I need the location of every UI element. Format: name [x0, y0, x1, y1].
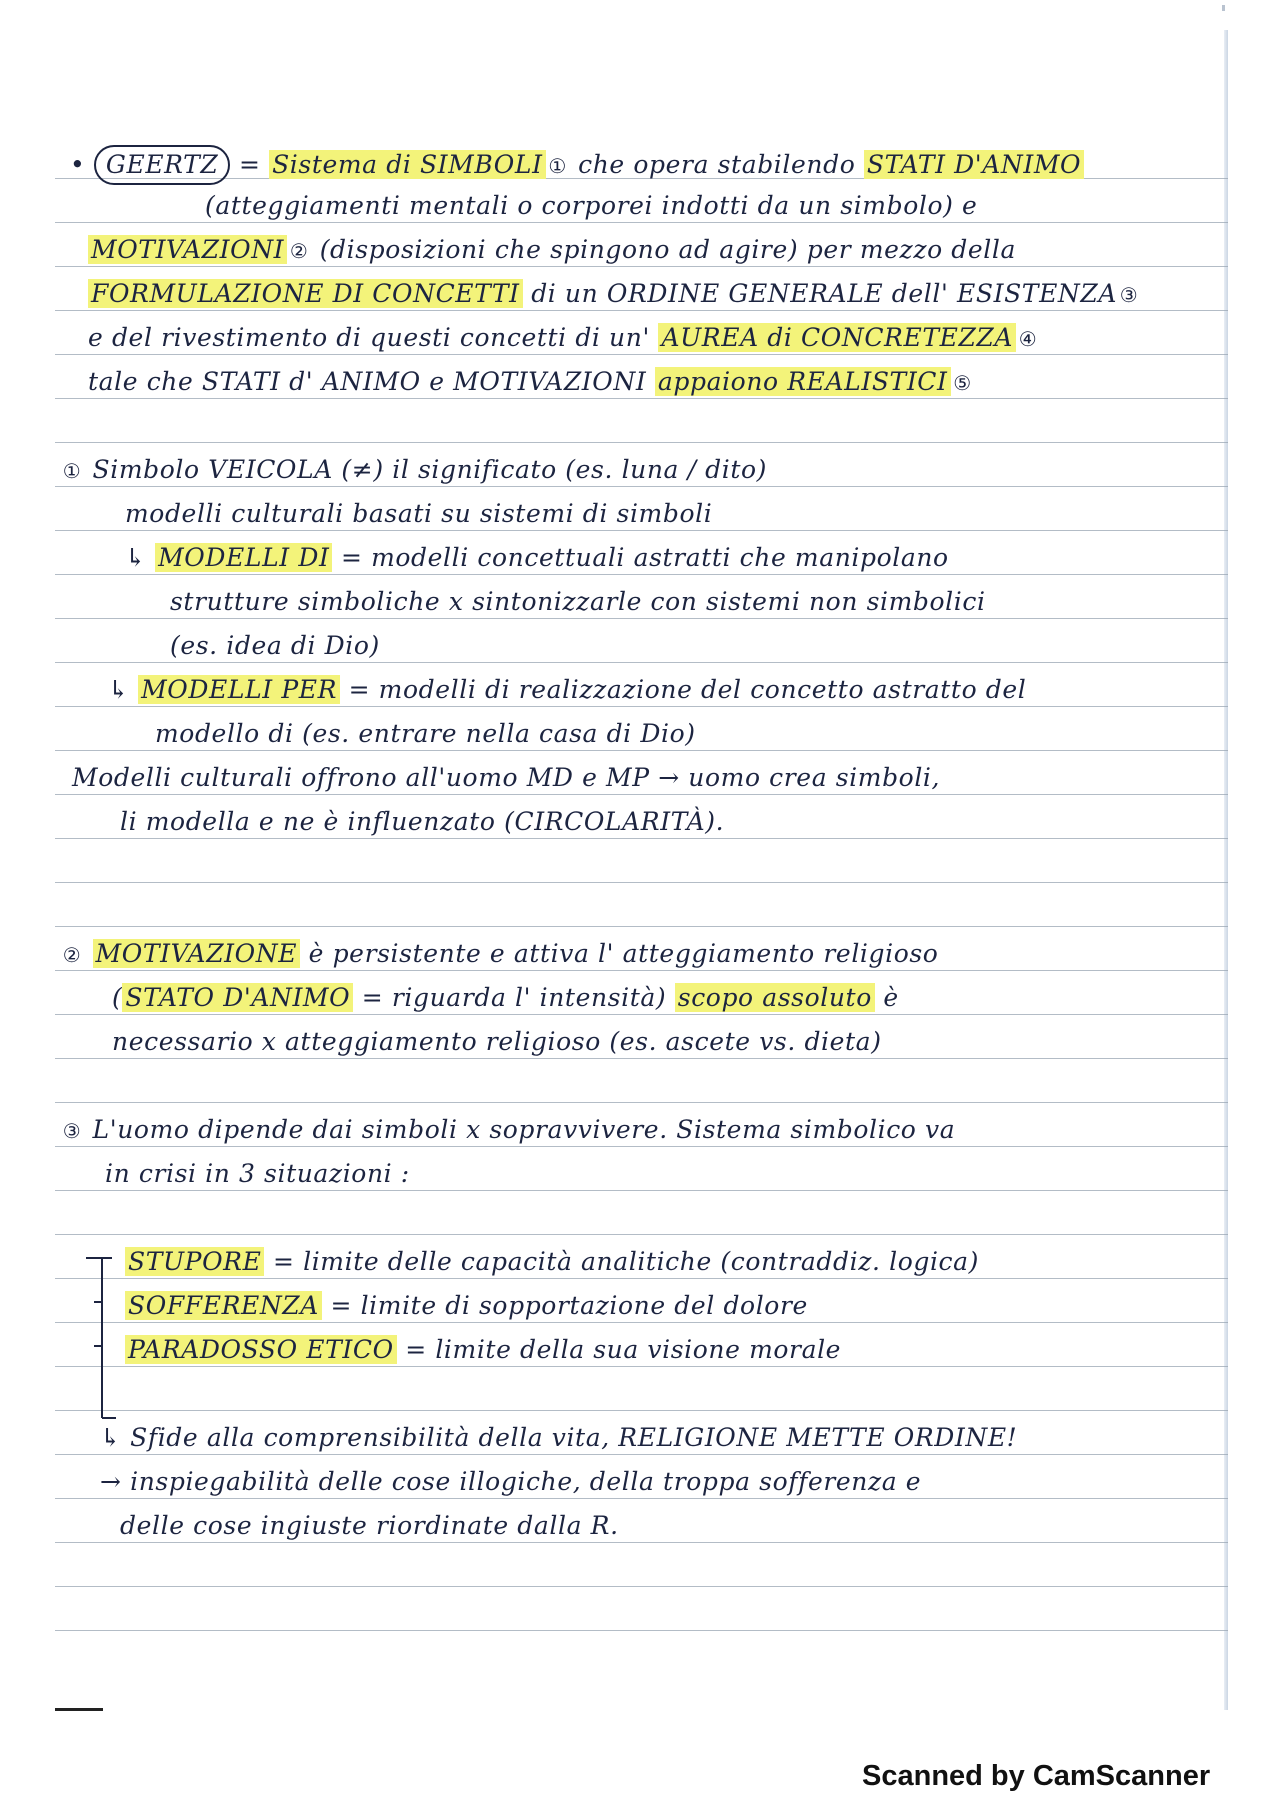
delle-cose-line: delle cose ingiuste riordinate dalla R.	[120, 1511, 619, 1540]
highlight-formulazione-concetti: FORMULAZIONE DI CONCETTI	[88, 279, 523, 308]
ruled-line	[55, 442, 1228, 443]
ruled-line	[55, 1630, 1228, 1631]
highlight-appaiono-realistici: appaiono REALISTICI	[655, 367, 951, 396]
arrow-icon: ↳	[125, 543, 147, 572]
ruled-line	[55, 1498, 1228, 1499]
section-1-text-3: = modelli concettuali astratti che manipolano	[341, 543, 949, 572]
geertz-line-4	[88, 278, 1141, 310]
section-1-line-9: li modella e ne è influenzato (CIRCOLARITÀ).	[120, 807, 725, 836]
scanner-watermark: Scanned by CamScanner	[862, 1760, 1211, 1792]
ruled-line	[55, 1542, 1228, 1543]
open-paren: (	[112, 983, 123, 1012]
sfide-line	[100, 1422, 1017, 1454]
highlight-modelli-di: MODELLI DI	[155, 543, 332, 572]
bullet-point: •	[70, 150, 86, 179]
page-bottom-mark	[55, 1708, 103, 1711]
ruled-line	[55, 222, 1228, 223]
section-3-line-1	[60, 1114, 955, 1146]
highlight-paradosso-etico: PARADOSSO ETICO	[125, 1335, 397, 1364]
ruled-line	[55, 1234, 1228, 1235]
geertz-line-4-text: di un ORDINE GENERALE dell' ESISTENZA	[531, 279, 1118, 308]
section-3-marker: ③	[62, 1119, 82, 1143]
geertz-line-5-text: e del rivestimento di questi concetti di un'	[88, 323, 650, 352]
section-1-line-1	[60, 454, 767, 486]
arrow-icon: ↳	[100, 1423, 122, 1452]
section-2-text-2-end: è	[883, 983, 899, 1012]
section-1-marker: ①	[62, 459, 82, 483]
page-right-edge	[1224, 30, 1228, 1710]
section-1-line-4: strutture simboliche x sintonizzarle con sistemi non simbolici	[170, 587, 986, 616]
ruled-line	[55, 266, 1228, 267]
geertz-line-6-text: tale che STATI d' ANIMO e MOTIVAZIONI	[88, 367, 647, 396]
ruled-line	[55, 530, 1228, 531]
section-2-line-2	[112, 982, 899, 1014]
arrow-icon: →	[100, 1467, 122, 1496]
highlight-stato-animo: STATO D'ANIMO	[122, 983, 353, 1012]
section-3-line-2: in crisi in 3 situazioni :	[105, 1159, 410, 1188]
ruled-line	[55, 1014, 1228, 1015]
ruled-line	[55, 1102, 1228, 1103]
geertz-line-6	[88, 366, 975, 398]
ruled-line	[55, 706, 1228, 707]
geertz-term: GEERTZ	[94, 145, 231, 185]
section-1-line-3	[125, 542, 949, 574]
ruled-line	[55, 618, 1228, 619]
section-1-line-7: modello di (es. entrare nella casa di Dio)	[155, 719, 696, 748]
footnote-mark-4: ④	[1018, 327, 1038, 351]
highlight-stati-animo: STATI D'ANIMO	[864, 150, 1084, 179]
highlight-motivazioni: MOTIVAZIONI	[88, 235, 287, 264]
section-1-line-5: (es. idea di Dio)	[170, 631, 380, 660]
page-corner-mark	[1222, 5, 1225, 11]
section-1-line-8: Modelli culturali offrono all'uomo MD e MP → uomo crea simboli,	[72, 763, 941, 792]
ruled-line	[55, 794, 1228, 795]
inspiegabilita-text: inspiegabilità delle cose illogiche, della troppa sofferenza e	[130, 1467, 922, 1496]
stupore-text: = limite delle capacità analitiche (contraddiz. logica)	[273, 1247, 980, 1276]
section-1-text-1: Simbolo VEICOLA (≠) il significato (es. luna / dito)	[92, 455, 768, 484]
section-1-line-6	[108, 674, 1026, 706]
geertz-line-5	[88, 322, 1040, 354]
ruled-line	[55, 1586, 1228, 1587]
geertz-line-3	[88, 234, 1016, 266]
ruled-line	[55, 1454, 1228, 1455]
footnote-mark-1: ①	[548, 154, 567, 178]
highlight-motivazione: MOTIVAZIONE	[93, 939, 301, 968]
section-2-text-2: = riguarda l' intensità)	[361, 983, 667, 1012]
section-2-marker: ②	[62, 943, 82, 967]
highlight-scopo-assoluto: scopo assoluto	[675, 983, 875, 1012]
ruled-line	[55, 1190, 1228, 1191]
section-1-line-2: modelli culturali basati su sistemi di simboli	[125, 499, 713, 528]
arrow-icon: ↳	[108, 675, 130, 704]
inspiegabilita-line	[100, 1466, 921, 1498]
geertz-line-2: (atteggiamenti mentali o corporei indotti da un simbolo) e	[205, 191, 978, 220]
geertz-opera-text: che opera stabilendo	[578, 150, 856, 179]
ruled-line	[55, 1410, 1228, 1411]
section-1-text-6: = modelli di realizzazione del concetto astratto del	[348, 675, 1027, 704]
section-2-line-1	[60, 938, 938, 970]
ruled-line	[55, 398, 1228, 399]
situation-stupore	[125, 1246, 979, 1278]
equals-sign: =	[238, 150, 261, 179]
ruled-line	[55, 574, 1228, 575]
geertz-line-3-text: (disposizioni che spingono ad agire) per mezzo della	[319, 235, 1016, 264]
ruled-line	[55, 1058, 1228, 1059]
section-2-line-3: necessario x atteggiamento religioso (es. ascete vs. dieta)	[112, 1027, 882, 1056]
ruled-line	[55, 1366, 1228, 1367]
footnote-mark-2: ②	[289, 239, 309, 263]
situation-paradosso-etico	[125, 1334, 841, 1366]
ruled-line	[55, 1322, 1228, 1323]
highlight-sofferenza: SOFFERENZA	[125, 1291, 322, 1320]
situation-sofferenza	[125, 1290, 808, 1322]
ruled-line	[55, 310, 1228, 311]
section-3-text-1: L'uomo dipende dai simboli x sopravvivere. Sistema simbolico va	[92, 1115, 956, 1144]
highlight-modelli-per: MODELLI PER	[138, 675, 340, 704]
ruled-line	[55, 970, 1228, 971]
sfide-text: Sfide alla comprensibilità della vita, RELIGIONE METTE ORDINE!	[130, 1423, 1018, 1452]
sofferenza-text: = limite di sopportazione del dolore	[330, 1291, 808, 1320]
bracket-line	[82, 1252, 122, 1424]
ruled-line	[55, 882, 1228, 883]
ruled-line	[55, 838, 1228, 839]
ruled-line	[55, 750, 1228, 751]
section-2-text-1: è persistente e attiva l' atteggiamento religioso	[308, 939, 939, 968]
ruled-line	[55, 486, 1228, 487]
paradosso-text: = limite della sua visione morale	[405, 1335, 842, 1364]
ruled-line	[55, 926, 1228, 927]
ruled-line	[55, 1146, 1228, 1147]
ruled-line	[55, 1278, 1228, 1279]
footnote-mark-5: ⑤	[953, 371, 972, 395]
geertz-line-1	[70, 145, 1084, 185]
ruled-line	[55, 662, 1228, 663]
highlight-sistema-simboli: Sistema di SIMBOLI	[269, 150, 546, 179]
highlight-aurea-concretezza: AUREA di CONCRETEZZA	[658, 323, 1016, 352]
footnote-mark-3: ③	[1119, 283, 1139, 307]
ruled-line	[55, 354, 1228, 355]
highlight-stupore: STUPORE	[125, 1247, 264, 1276]
